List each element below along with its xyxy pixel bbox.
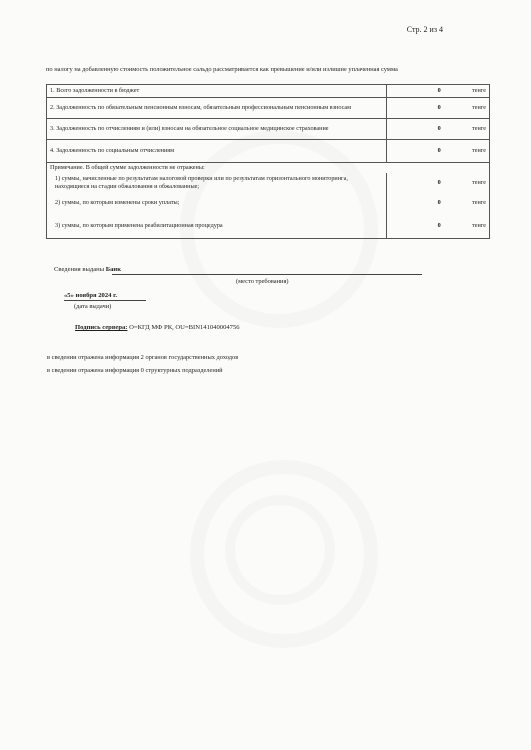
watermark-seal bbox=[190, 460, 378, 648]
row-description: 3) суммы, по которым применена реабилитационная процедура bbox=[47, 214, 387, 239]
info-line: в сведении отражена информация 0 структурных подразделений bbox=[47, 367, 223, 374]
watermark-seal bbox=[225, 495, 335, 605]
issued-value: Банк bbox=[105, 266, 122, 273]
underline bbox=[112, 274, 422, 275]
server-signature bbox=[75, 324, 240, 331]
row-amount: 0 bbox=[387, 140, 444, 163]
page-number: Стр. 2 из 4 bbox=[406, 25, 443, 34]
row-currency: тенге bbox=[444, 85, 490, 98]
row-description: 2. Задолженность по обязательным пенсионным взносам, обязательным профессиональным пенсионным взносам bbox=[47, 98, 387, 119]
row-description: 1) суммы, начисленные по результатам налоговой проверки или по результатам горизонтального мониторинга, находящиеся на стадии обжалования и обжалованные; bbox=[47, 173, 387, 192]
signature-label: Подпись сервера: bbox=[75, 324, 128, 331]
row-amount: 0 bbox=[387, 98, 444, 119]
intro-text: по налогу на добавленную стоимость положительное сальдо рассматривается как превышение и/или излишне уплаченная сумма bbox=[46, 66, 398, 73]
row-currency: тенге bbox=[444, 140, 490, 163]
row-currency: тенге bbox=[444, 192, 490, 214]
row-description: 3. Задолженность по отчислениям и (или) взносам на обязательное социальное медицинское страхование bbox=[47, 119, 387, 140]
table-row bbox=[47, 173, 490, 192]
row-amount: 0 bbox=[387, 214, 444, 239]
row-description: 1. Всего задолженности в бюджет bbox=[47, 85, 387, 98]
row-amount: 0 bbox=[387, 192, 444, 214]
row-currency: тенге bbox=[444, 214, 490, 239]
date-caption: (дата выдачи) bbox=[74, 303, 112, 310]
table-row bbox=[47, 98, 490, 119]
row-description: 2) суммы, по которым изменены сроки уплаты; bbox=[47, 192, 387, 214]
row-description: 4. Задолженность по социальным отчислениям bbox=[47, 140, 387, 163]
issued-to bbox=[54, 266, 121, 273]
place-caption: (место требования) bbox=[236, 278, 289, 285]
debt-table bbox=[46, 84, 490, 239]
row-currency: тенге bbox=[444, 173, 490, 192]
table-row bbox=[47, 214, 490, 239]
row-amount: 0 bbox=[387, 173, 444, 192]
issued-label: Сведения выданы bbox=[54, 266, 105, 273]
info-line: в сведении отражена информация 2 органов государственных доходов bbox=[47, 354, 239, 361]
row-currency: тенге bbox=[444, 119, 490, 140]
row-currency: тенге bbox=[444, 98, 490, 119]
table-row bbox=[47, 119, 490, 140]
table-row bbox=[47, 140, 490, 163]
table-row bbox=[47, 192, 490, 214]
table-note-row bbox=[47, 163, 490, 174]
table-row bbox=[47, 85, 490, 98]
issue-date: «5» ноября 2024 г. bbox=[64, 292, 117, 299]
table-note: Примечание. В общей сумме задолженности не отражены: bbox=[47, 163, 490, 174]
row-amount: 0 bbox=[387, 85, 444, 98]
underline bbox=[64, 300, 146, 301]
row-amount: 0 bbox=[387, 119, 444, 140]
signature-value: O=КГД МФ РК, OU=BIN141040004756 bbox=[129, 324, 240, 331]
